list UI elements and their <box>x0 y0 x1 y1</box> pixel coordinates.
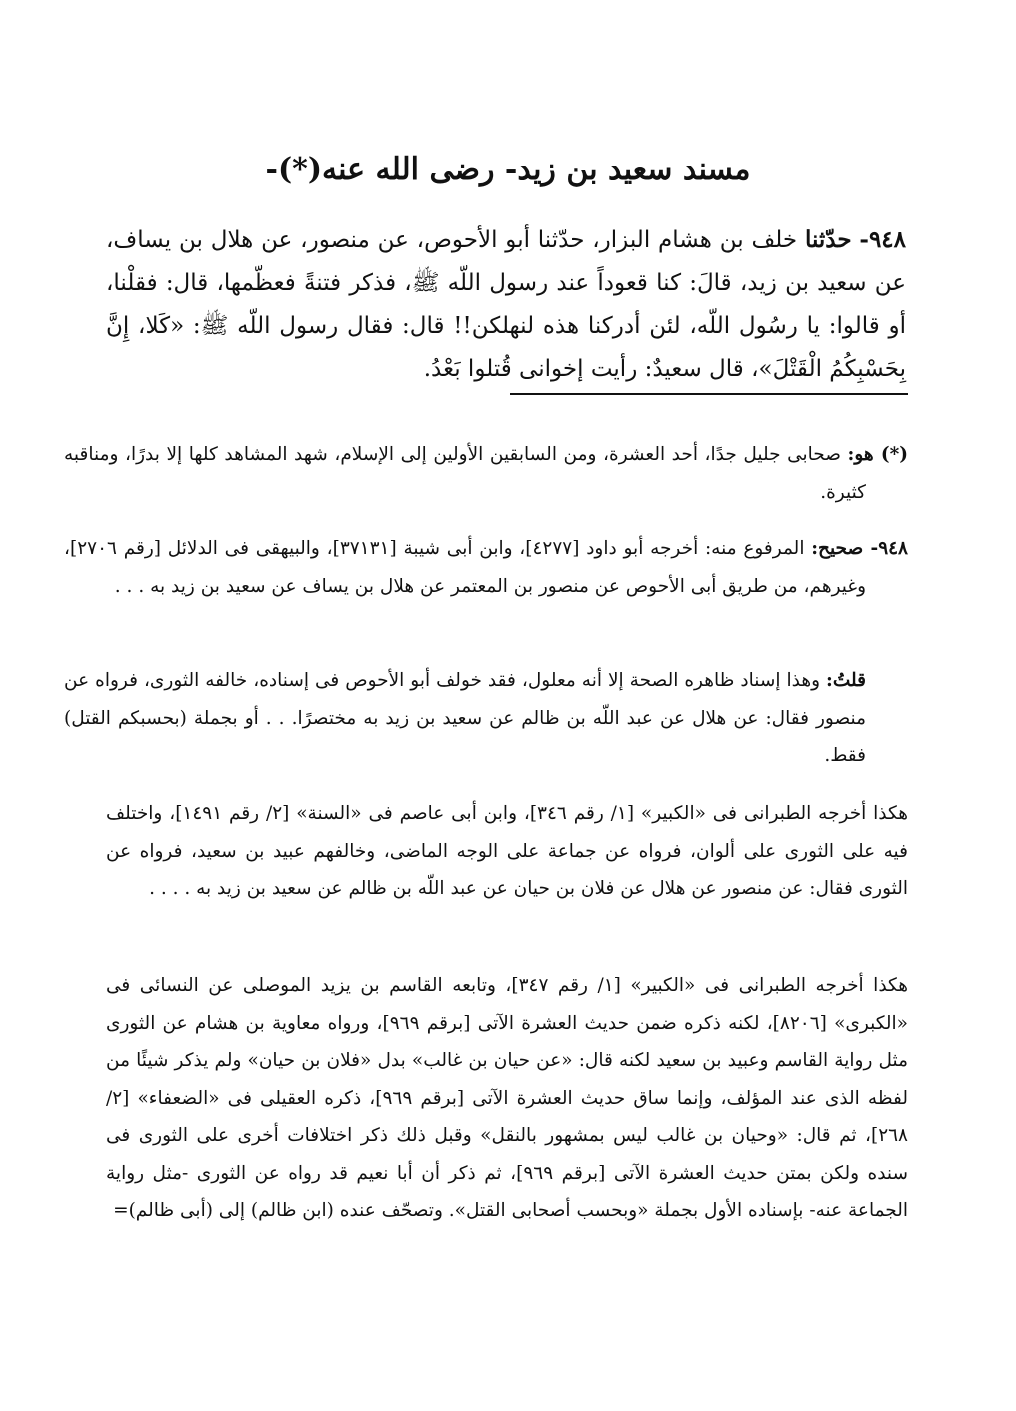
footnote-divider <box>510 393 908 395</box>
hadith-948-text <box>106 218 906 391</box>
hadith-lead: حدّثنا <box>804 226 852 253</box>
footnote-paragraph-1: هكذا أخرجه الطبرانى فى «الكبير» [١/ رقم ٣٤٦]، وابن أبى عاصم فى «السنة» [٢/ رقم ١٤٩١]، واختلف فيه على الثورى على ألوان، فرواه عن جماعة على الوجه الماضى، وخالفهم عبيد بن سعيد، فرواه عن الثورى فقال: عن منصور عن هلال عن فلان بن حيان عن عبد اللّه بن ظالم عن سعيد بن زيد به . . . . <box>106 803 908 899</box>
page-title: مسند سعيد بن زيد- رضى الله عنه(*)- <box>265 152 751 187</box>
hadith-number: ٩٤٨- <box>859 226 907 253</box>
footnote-paragraph-2: هكذا أخرجه الطبرانى فى «الكبير» [١/ رقم ٣٤٧]، وتابعه القاسم بن يزيد الموصلى عن النسائى فى «الكبرى» [٨٢٠٦]، لكنه ذكره ضمن حديث العشرة الآتى [برقم ٩٦٩]، ورواه معاوية بن هشام عن الثورى مثل رواية القاسم وعبيد بن سعيد لكنه قال: «عن حيان بن غالب» بدل «فلان بن حيان» ولم يذكر شيئًا من لفظه الذى عند المؤلف، وإنما ساق حديث العشرة الآتى [برقم ٩٦٩]، ذكره العقيلى فى «الضعفاء» [٢/ ٢٦٨]، ثم قال: «وحيان بن غالب ليس بمشهور بالنقل» وقبل ذلك ذكر اختلافات أخرى على الثورى فى سنده ولكن بمتن حديث العشرة الآتى [برقم ٩٦٩]، ثم ذكر أن أبا نعيم قد رواه عن الثورى -مثل رواية الجماعة عنه- بإسناده الأول بجملة «وبحسب أصحابى القتل». وتصحّف عنده (ابن ظالم) إلى (أبى ظالم)= <box>106 975 909 1221</box>
footnote-qult-text: وهذا إسناد ظاهره الصحة إلا أنه معلول، فقد خولف أبو الأحوص فى إسناده، خالفه الثورى، فرواه عن منصور فقال: عن هلال عن عبد اللّه بن ظالم عن سعيد بن زيد به مختصرًا. . . أو بجملة (بحسبكم القتل) فقط. <box>64 670 866 766</box>
footnote-qult-lead: قلتُ: <box>826 670 866 691</box>
hadith-body: خلف بن هشام البزار، حدّثنا أبو الأحوص، عن منصور، عن هلال بن يساف، عن سعيد بن زيد، قالَ: كنا قعوداً عند رسول اللّه ﷺ، فذكر فتنةً فعظّمها، قال: فقلْنا، أو قالوا: يا رسُول اللّه، لئن أدركنا هذه لنهلكن!! قال: فقال رسول اللّه ﷺ: «كَلا، إِنَّ بِحَسْبِكُمُ الْقَتْلَ»، قال سعيدٌ: رأيت إخوانى قُتلوا بَعْدُ. <box>106 227 906 382</box>
footnote-948 <box>64 530 908 605</box>
footnote-star <box>64 436 908 511</box>
footnote-star-text: صحابى جليل جدًا، أحد العشرة، ومن السابقين الأولين إلى الإسلام، شهد المشاهد كلها إلا بدرًا، ومناقبه كثيرة. <box>64 444 866 503</box>
footnote-948-text: المرفوع منه: أخرجه أبو داود [٤٢٧٧]، وابن أبى شيبة [٣٧١٣١]، والبيهقى فى الدلائل [رقم ٢٧٠٦]، وغيرهم، من طريق أبى الأحوص عن منصور بن المعتمر عن هلال بن يساف عن سعيد بن زيد به . . . <box>64 538 866 597</box>
footnote-948-lead: ٩٤٨- صحيح: <box>811 538 908 559</box>
footnote-star-lead: (*) هو: <box>847 444 909 465</box>
footnote-qult <box>64 662 908 775</box>
